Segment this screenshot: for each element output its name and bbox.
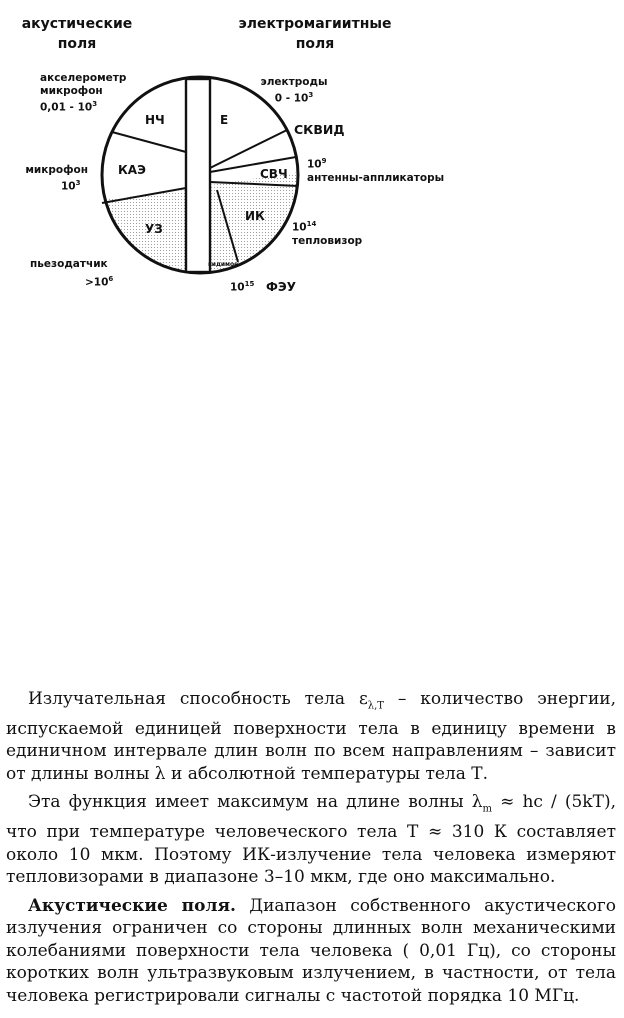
thermo-exp: 14	[306, 220, 317, 228]
segment-nch: НЧ	[145, 113, 165, 127]
piezo-line2	[30, 273, 113, 290]
p1-part-b: – количество энергии, испускаемой единицей поверхности тела в единицу времени в единичном интервале длин волн по всем направлениям – зависит от длины волны λ и абсолютной температуры тела Т.	[6, 689, 617, 784]
accel-exp: 3	[92, 100, 98, 108]
paragraph-2	[6, 791, 616, 888]
segment-kae: КАЭ	[118, 163, 146, 177]
electrodes-line2	[254, 89, 334, 106]
segment-ik: ИК	[245, 209, 265, 223]
p1-epsilon: ε	[358, 689, 368, 709]
accel-line2: микрофон	[40, 85, 103, 97]
feu-label	[230, 278, 296, 295]
acoustic-header-line1: акустические	[21, 16, 133, 32]
p3-part-b: Диапазон собственного акустического излучения ограничен со стороны длинных волн механическими колебаниями поверхности тела человека ( 0,01 Гц), со стороны коротких волн ультразвуковым излучением, в частности, от тела человека регистрировали сигналы с частотой порядка 10 МГц.	[6, 895, 616, 1006]
accelerometer-label	[40, 72, 126, 115]
p2-part-b: ≈ hc / (5kT), что при температуре человеческого тела Т ≈ 310 К составляет около 10 мкм. Поэтому ИК-излучение тела человека измеряют тепловизорами в диапазоне 3–10 мкм, где оно максимально.	[6, 792, 616, 888]
antennas-text: антенны-аппликаторы	[307, 171, 445, 184]
feu-text: ФЭУ	[266, 279, 296, 294]
body-text	[6, 688, 616, 1007]
antennas-value: 10	[307, 158, 322, 171]
acoustic-header	[12, 14, 142, 54]
mic-line2	[13, 177, 88, 194]
segment-svch: СВЧ	[260, 167, 288, 181]
p1-subscript: λ,T	[367, 700, 384, 712]
electrodes-line1: электроды	[260, 76, 328, 88]
thermovisor-label	[292, 218, 362, 248]
piezo-line1: пьезодатчик	[30, 258, 108, 270]
em-header	[225, 14, 405, 54]
p1-part-a: Излучательная способность тела	[28, 689, 359, 709]
thermo-value-line	[292, 218, 362, 235]
thermo-value: 10	[292, 221, 307, 234]
segment-line-e-svch	[210, 130, 287, 168]
accel-range: 0,01 - 10	[40, 101, 93, 114]
electrodes-exp: 3	[308, 91, 314, 99]
antennas-label	[307, 155, 444, 185]
squid-label: СКВИД	[294, 122, 345, 137]
feu-exp: 15	[244, 280, 255, 288]
mic-exp: 3	[75, 179, 81, 187]
em-header-line1: электромагиитные	[238, 16, 392, 32]
electrodes-label	[254, 76, 334, 106]
paragraph-1	[6, 688, 616, 785]
piezo-exp: 6	[108, 275, 114, 283]
divider-bar	[186, 79, 210, 272]
segment-line-nch-kae	[112, 132, 186, 152]
thermo-text: тепловизор	[292, 234, 363, 247]
acoustic-header-line2: поля	[57, 36, 97, 52]
em-header-line2: поля	[295, 36, 335, 52]
mic-value: 10	[61, 180, 76, 193]
mic-line1: микрофон	[25, 164, 88, 176]
piezo-label	[30, 258, 113, 290]
paragraph-3	[6, 895, 616, 1008]
piezo-value: >10	[85, 276, 109, 289]
p3-heading: Акустические поля.	[28, 895, 236, 916]
accel-line1: акселерометр	[40, 72, 127, 84]
accel-line3	[40, 98, 126, 115]
feu-value: 10	[230, 281, 245, 294]
p2-part-a: Эта функция имеет максимум на длине волны	[28, 792, 472, 813]
segment-uz: УЗ	[145, 222, 163, 236]
p2-subscript: m	[482, 803, 493, 815]
p2-lambda: λ	[471, 792, 483, 813]
segment-visible: видимое	[208, 261, 239, 268]
electrodes-range: 0 - 10	[274, 92, 309, 105]
antennas-value-line	[307, 155, 444, 172]
microphone-label	[13, 164, 88, 194]
segment-e: Е	[220, 113, 229, 127]
antennas-exp: 9	[321, 157, 327, 165]
